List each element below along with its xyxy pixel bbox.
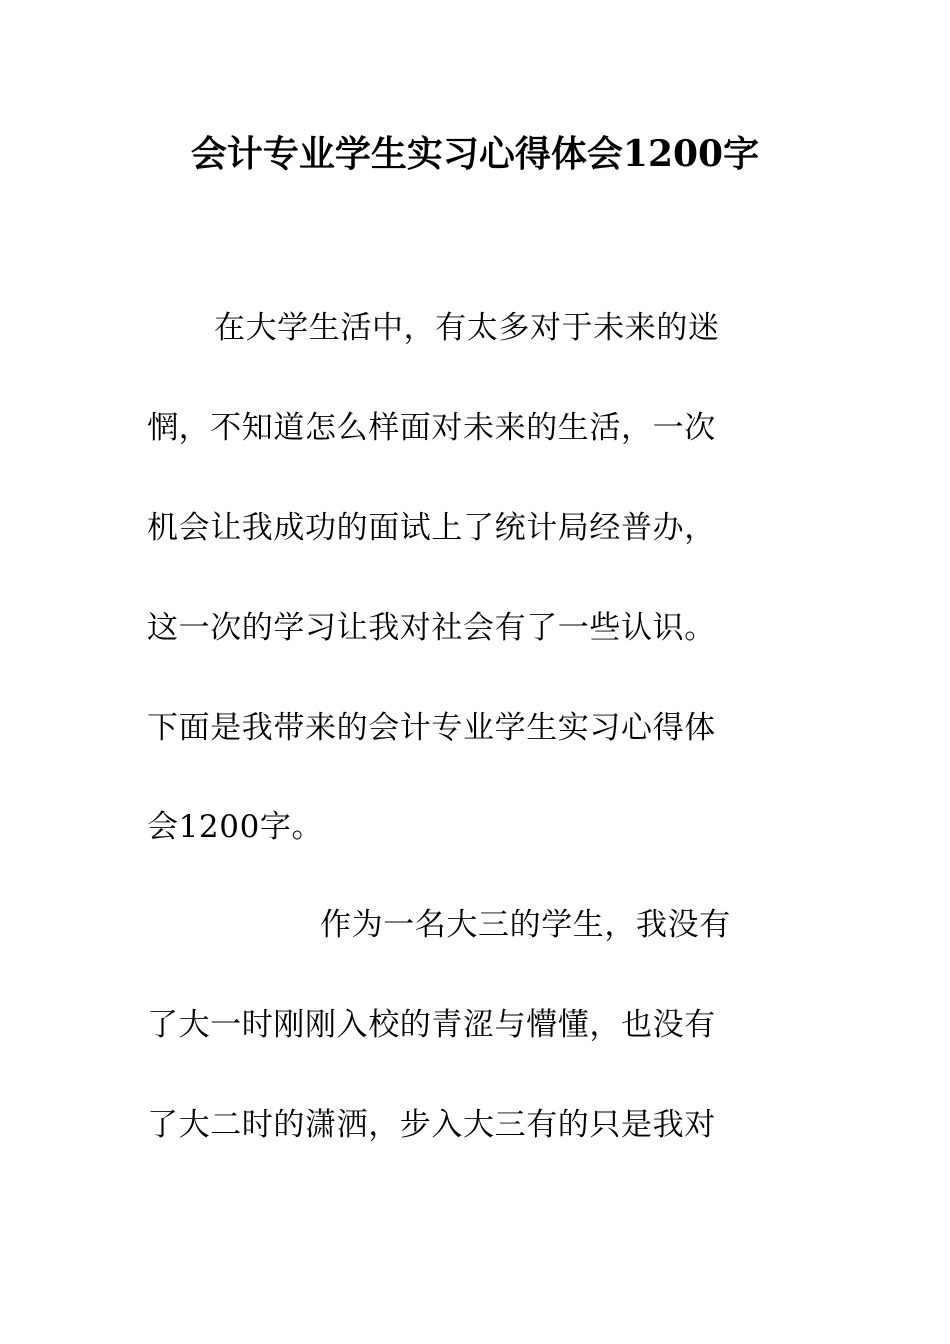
paragraph-line: 惘，不知道怎么样面对未来的生活，一次 xyxy=(147,410,716,446)
paragraph-line: 这一次的学习让我对社会有了一些认识。 xyxy=(147,610,716,646)
paragraph-line: 了大一时刚刚入校的青涩与懵懂，也没有 xyxy=(147,1007,716,1043)
paragraph-line: 在大学生活中，有太多对于未来的迷 xyxy=(214,310,720,346)
paragraph-line: 下面是我带来的会计专业学生实习心得体 xyxy=(147,710,716,746)
paragraph-line: 了大二时的潇洒，步入大三有的只是我对 xyxy=(147,1107,716,1143)
document-title: 会计专业学生实习心得体会1200字 xyxy=(190,133,760,175)
paragraph-line: 作为一名大三的学生，我没有 xyxy=(320,907,731,943)
paragraph-line: 机会让我成功的面试上了统计局经普办， xyxy=(147,510,716,546)
paragraph-line: 会1200字。 xyxy=(147,809,324,845)
